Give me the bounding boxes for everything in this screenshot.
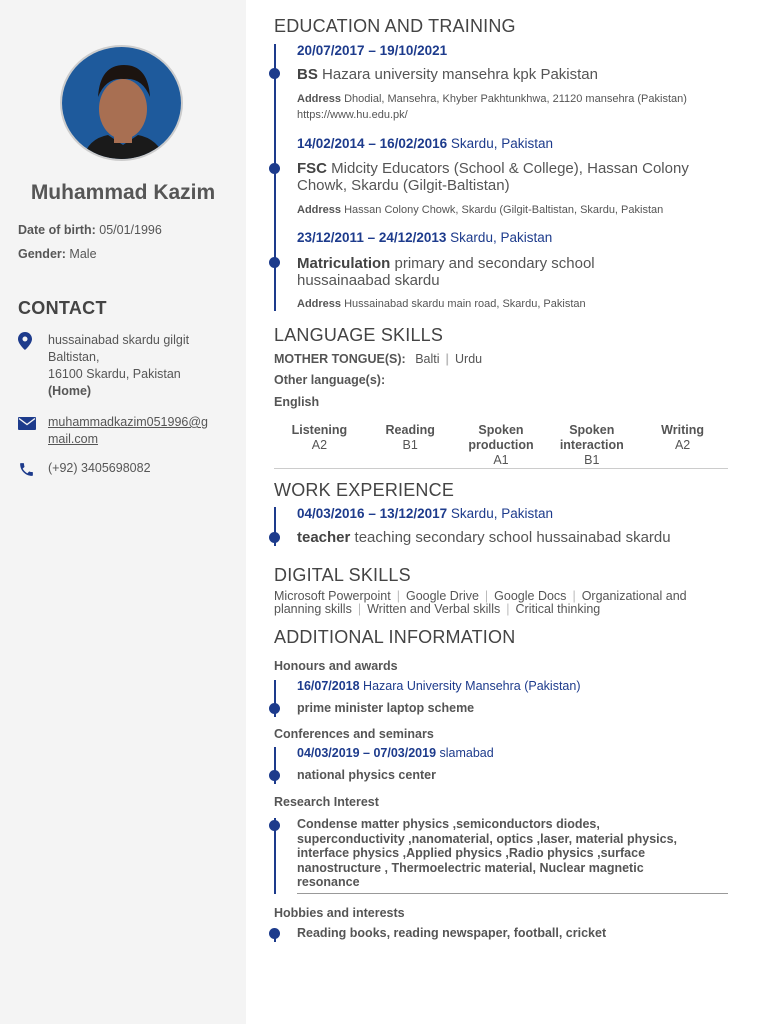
sidebar [0,0,246,1024]
edu3-title: Matriculation primary and secondary school hussainaabad skardu [297,255,595,289]
address-type: (Home) [48,384,92,398]
additional-heading: ADDITIONAL INFORMATION [274,627,516,647]
email-line1: muhammadkazim051996@g [48,415,208,429]
honours-title: prime minister laptop scheme [297,701,475,715]
conferences-title: national physics center [297,768,436,782]
timeline-dot [269,163,280,174]
lang-col-spoken-production: Spoken production A1 [468,423,534,467]
hobbies-label: Hobbies and interests [274,906,405,920]
gender [18,247,97,261]
conferences-label: Conferences and seminars [274,727,434,741]
gender-label: Gender: [18,247,66,261]
phone-number: (+92) 3405698082 [48,461,151,475]
email-link[interactable] [48,415,208,446]
contact-phone [18,460,238,483]
work-title: teacher teaching secondary school hussainabad skardu [297,529,671,546]
edu1-title: BS Hazara university mansehra kpk Pakistan [297,66,598,83]
timeline-dot [269,820,280,831]
address-line2: Baltistan, [48,350,100,364]
location-pin-icon [18,332,38,400]
language-levels-table [274,423,728,469]
envelope-icon [18,414,38,448]
contact-email[interactable] [18,414,238,448]
digital-heading: DIGITAL SKILLS [274,565,411,585]
edu2-address: Address Hassan Colony Chowk, Skardu (Gilgit-Baltistan, Skardu, Pakistan [297,204,664,216]
research-interest-text: Condense matter physics ,semiconductors diodes, superconductivity ,nanomaterial, optics ,laser, material physics, interface physics ,Applied physics ,Radio physics ,surface nanostructure , Thermoelectric material, Nuclear magnetic resonance [297,817,677,889]
contact-address [18,332,238,400]
email-line2: mail.com [48,432,99,446]
timeline-dot [269,770,280,781]
full-name: Muhammad Kazim [30,181,216,204]
edu3-address: Address Hussainabad skardu main road, Skardu, Pakistan [297,298,586,310]
work-heading: WORK EXPERIENCE [274,480,455,500]
education-heading: EDUCATION AND TRAINING [274,16,516,36]
lang-col-listening: Listening A2 [291,423,348,452]
mother-tongue-2: Urdu [455,352,483,366]
digital-skills-list: Microsoft Powerpoint | Google Drive | Google Docs | Organizational and planning skills | Written and Verbal skills | Critical thinking [274,589,687,616]
timeline-dot [269,928,280,939]
address-line1: hussainabad skardu gilgit [48,333,190,347]
edu3-date: 23/12/2011 – 24/12/2013 Skardu, Pakistan [297,230,553,245]
edu1-date: 20/07/2017 – 19/10/2021 [297,43,448,58]
phone-icon [18,460,38,483]
timeline-dot [269,532,280,543]
research-label: Research Interest [274,795,379,809]
avatar [60,45,183,161]
lang-col-writing: Writing A2 [661,423,704,452]
mother-tongue: MOTHER TONGUE(S): Balti | Urdu [274,352,483,366]
edu2-title: FSC Midcity Educators (School & College), Hassan Colony Chowk, Skardu (Gilgit-Baltistan) [297,160,689,194]
dob-value: 05/01/1996 [99,223,162,237]
conferences-date: 04/03/2019 – 07/03/2019 slamabad [297,746,494,760]
other-language: English [274,395,320,409]
hobbies-text: Reading books, reading newspaper, football, cricket [297,926,607,940]
edu1-address: Address Dhodial, Mansehra, Khyber Pakhtunkhwa, 21120 mansehra (Pakistan) https://www.hu.edu.pk/ [297,93,687,121]
profile-photo [62,47,183,161]
divider [297,893,728,894]
contact-heading: CONTACT [18,298,107,318]
timeline-dot [269,257,280,268]
timeline-dot [269,68,280,79]
date-of-birth [18,223,162,237]
gender-value: Male [69,247,97,261]
dob-label: Date of birth: [18,223,96,237]
timeline-dot [269,703,280,714]
honours-date: 16/07/2018 Hazara University Mansehra (Pakistan) [297,679,581,693]
mother-tongue-1: Balti [415,352,440,366]
other-language-label: Other language(s): [274,373,386,387]
honours-label: Honours and awards [274,659,398,673]
work-date: 04/03/2016 – 13/12/2017 Skardu, Pakistan [297,506,553,521]
lang-col-spoken-interaction: Spoken interaction B1 [559,423,624,467]
edu2-date: 14/02/2014 – 16/02/2016 Skardu, Pakistan [297,136,553,151]
language-heading: LANGUAGE SKILLS [274,325,444,345]
edu1-url[interactable]: https://www.hu.edu.pk/ [297,109,408,121]
lang-col-reading: Reading B1 [385,423,435,452]
address-line3: 16100 Skardu, Pakistan [48,367,181,381]
